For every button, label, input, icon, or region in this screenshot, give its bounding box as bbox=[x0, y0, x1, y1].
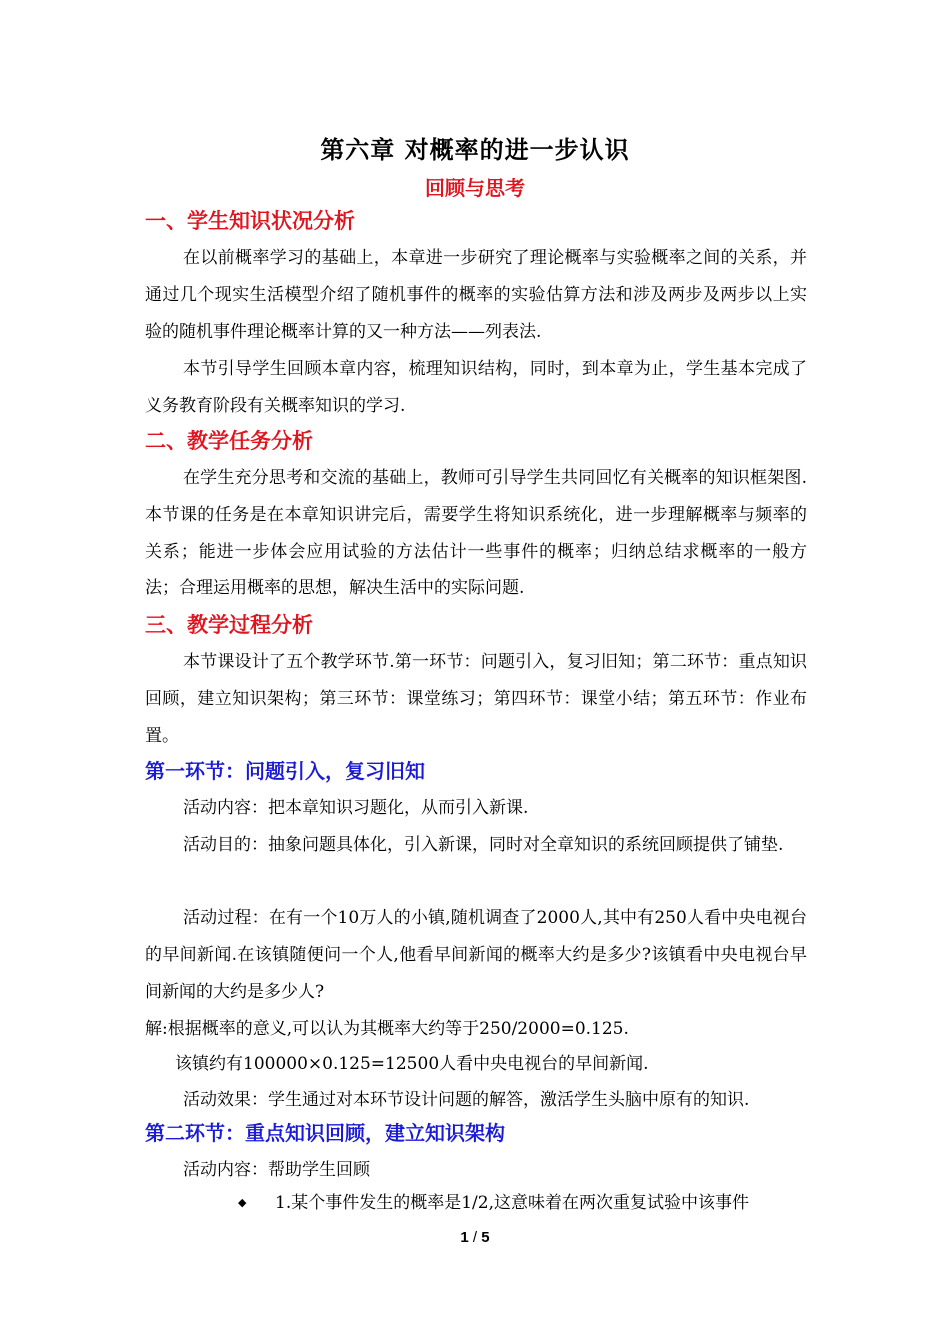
page-number-current: 1 bbox=[460, 1229, 469, 1246]
paragraph-task-analysis: 在学生充分思考和交流的基础上，教师可引导学生共同回忆有关概率的知识框架图. 本节课的任务是在本章知识讲完后，需要学生将知识系统化，进一步理解概率与频率的关系；能进一步体会应用试验的方法估计一些事件的概率；归纳总结求概率的一般方法；合理运用概率的思想，解决生活中的实际问题. bbox=[145, 468, 807, 599]
step1-heading: 第一环节：问题引入，复习旧知 bbox=[145, 759, 425, 783]
section-heading-process-analysis: 三、教学过程分析 bbox=[145, 612, 313, 637]
section-heading-task-analysis: 二、教学任务分析 bbox=[145, 428, 313, 453]
paragraph-process-analysis: 本节课设计了五个教学环节.第一环节：问题引入，复习旧知；第二环节：重点知识回顾，建立知识架构；第三环节：课堂练习；第四环节：课堂小结；第五环节：作业布置。 bbox=[145, 652, 807, 746]
step1-activity-goal: 活动目的：抽象问题具体化，引入新课，同时对全章知识的系统回顾提供了铺垫. bbox=[183, 835, 784, 855]
step1-activity-content: 活动内容：把本章知识习题化，从而引入新课. bbox=[183, 798, 529, 818]
step2-review-item-1: 1.某个事件发生的概率是1/2,这意味着在两次重复试验中该事件 bbox=[275, 1193, 749, 1213]
section-heading-student-analysis: 一、学生知识状况分析 bbox=[145, 208, 355, 233]
paragraph-student-analysis-1: 在以前概率学习的基础上，本章进一步研究了理论概率与实验概率之间的关系，并通过几个现实生活模型介绍了随机事件的概率的实验估算方法和涉及两步及两步以上实验的随机事件理论概率计算的又一种方法——列表法. bbox=[145, 248, 807, 342]
diamond-bullet-icon: ◆ bbox=[238, 1196, 247, 1209]
step1-activity-process: 活动过程：在有一个10万人的小镇,随机调查了2000人,其中有250人看中央电视台的早间新闻.在该镇随便问一个人,他看早间新闻的概率大约是多少?该镇看中央电视台早间新闻的大约是多少人? bbox=[145, 908, 807, 1002]
page-footer bbox=[0, 1226, 950, 1250]
step2-activity-content: 活动内容：帮助学生回顾 bbox=[183, 1160, 370, 1180]
step2-heading: 第二环节：重点知识回顾，建立知识架构 bbox=[145, 1121, 505, 1145]
document-subtitle: 回顾与思考 bbox=[425, 176, 525, 200]
paragraph-student-analysis-2: 本节引导学生回顾本章内容，梳理知识结构，同时，到本章为止，学生基本完成了义务教育阶段有关概率知识的学习. bbox=[145, 359, 807, 416]
document-title: 第六章 对概率的进一步认识 bbox=[320, 135, 630, 164]
step1-solution-result: 该镇约有100000×0.125=12500人看中央电视台的早间新闻. bbox=[175, 1054, 649, 1074]
page-number-total: 5 bbox=[481, 1229, 490, 1246]
step1-solution: 解:根据概率的意义,可以认为其概率大约等于250/2000=0.125. bbox=[145, 1019, 629, 1039]
page-number-separator: / bbox=[468, 1229, 482, 1246]
step1-activity-effect: 活动效果：学生通过对本环节设计问题的解答，激活学生头脑中原有的知识. bbox=[183, 1090, 750, 1110]
